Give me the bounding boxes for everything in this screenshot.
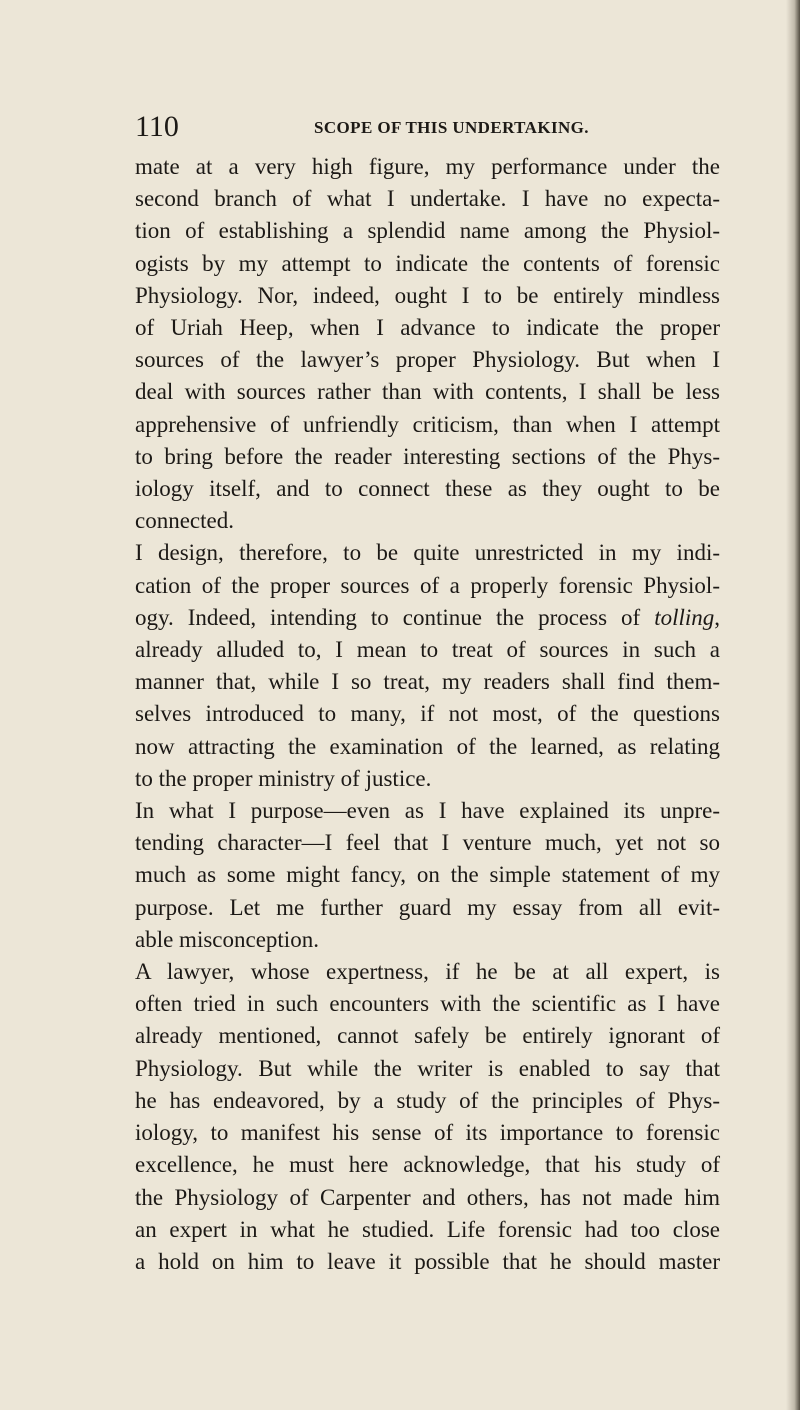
text-line-with-italic (135, 602, 720, 634)
text-line: an expert in what he studied. Life forensic had too close (135, 1216, 720, 1242)
text-line: cation of the proper sources of a properly forensic Physiol- (135, 572, 720, 598)
text-line: tion of establishing a splendid name among the Physiol- (135, 218, 720, 244)
text-line: A lawyer, whose expertness, if he be at all expert, is (135, 959, 720, 985)
page-header (135, 111, 720, 147)
text-line: to bring before the reader interesting sections of the Phys- (135, 443, 720, 469)
text-line: manner that, while I so treat, my readers shall find them- (135, 669, 720, 695)
text-line: of Uriah Heep, when I advance to indicate the proper (135, 315, 720, 341)
text-fragment: ogy. Indeed, intending to continue the process of (135, 604, 655, 630)
text-line: Physiology. Nor, indeed, ought I to be entirely mindless (135, 282, 720, 308)
italic-word: tolling (654, 604, 715, 630)
text-line: deal with sources rather than with contents, I shall be less (135, 379, 720, 405)
running-head: SCOPE OF THIS UNDERTAKING. (314, 118, 589, 137)
text-line: a hold on him to leave it possible that he should master (135, 1248, 720, 1274)
text-line: he has endeavored, by a study of the principles of Phys- (135, 1087, 720, 1113)
text-line: purpose. Let me further guard my essay from all evit- (135, 894, 720, 920)
text-line: Physiology. But while the writer is enabled to say that (135, 1055, 720, 1081)
text-line: to the proper ministry of justice. (135, 765, 432, 791)
text-line: apprehensive of unfriendly criticism, than when I attempt (135, 411, 720, 437)
text-line: sources of the lawyer’s proper Physiology. But when I (135, 347, 720, 373)
text-line: already mentioned, cannot safely be entirely ignorant of (135, 1023, 720, 1049)
text-line: second branch of what I undertake. I have no expecta- (135, 186, 720, 212)
text-line: already alluded to, I mean to treat of sources in such a (135, 637, 720, 663)
text-line: excellence, he must here acknowledge, that his study of (135, 1152, 720, 1178)
page-edge-shadow (786, 0, 800, 1410)
text-line: now attracting the examination of the learned, as relating (135, 733, 720, 759)
text-line: iology, to manifest his sense of its importance to forensic (135, 1120, 720, 1146)
text-line: often tried in such encounters with the scientific as I have (135, 991, 720, 1017)
text-line: connected. (135, 508, 234, 534)
text-line: much as some might fancy, on the simple statement of my (135, 862, 720, 888)
text-line: I design, therefore, to be quite unrestricted in my indi- (135, 540, 720, 566)
text-line: tending character—I feel that I venture much, yet not so (135, 830, 720, 856)
text-fragment: , (714, 604, 720, 630)
text-line: In what I purpose—even as I have explained its unpre- (135, 798, 720, 824)
text-line: able misconception. (135, 926, 319, 952)
text-line: the Physiology of Carpenter and others, has not made him (135, 1184, 720, 1210)
text-line: ogists by my attempt to indicate the contents of forensic (135, 250, 720, 276)
body-text (135, 151, 720, 1278)
text-line: iology itself, and to connect these as they ought to be (135, 476, 720, 502)
page-number: 110 (135, 110, 179, 143)
text-line: selves introduced to many, if not most, of the questions (135, 701, 720, 727)
text-line: mate at a very high figure, my performance under the (135, 154, 720, 179)
